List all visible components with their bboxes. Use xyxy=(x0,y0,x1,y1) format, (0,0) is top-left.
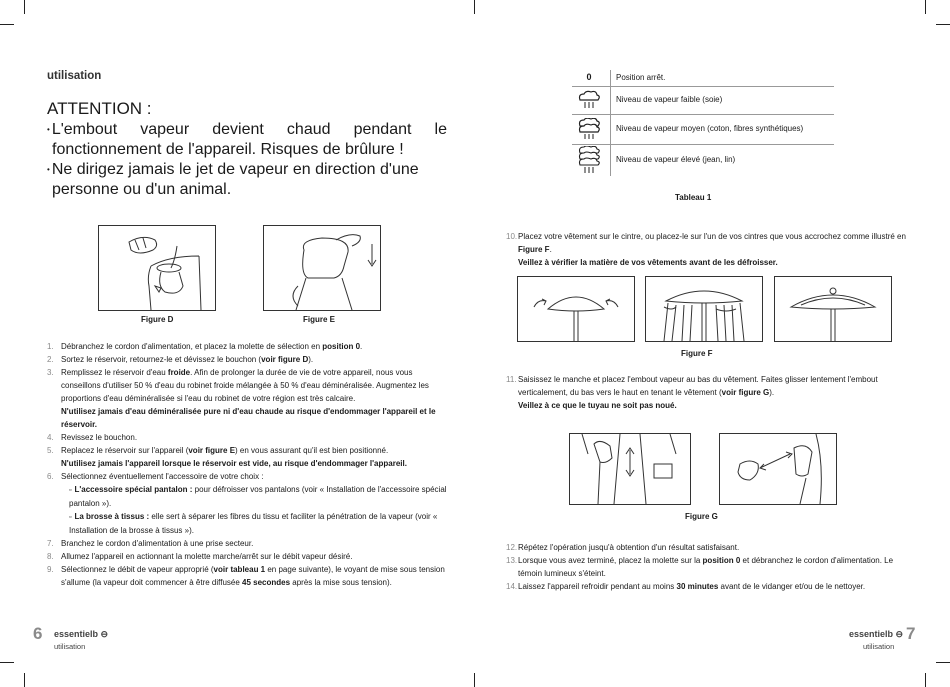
step-emphasis: 30 minutes xyxy=(676,582,719,591)
list-item xyxy=(47,444,447,470)
step-warning: Veillez à ce que le tuyau ne soit pas noué. xyxy=(518,401,677,410)
footer-section-right: utilisation xyxy=(863,642,895,651)
step-text: . Afin de prolonger la durée de vie de votre appareil, nous vous conseillons d'utiliser 50 % d'eau du robinet froide mélangée à 50 % d'eau déminéralisée. Augmentez les proportions d'eau déminéralisée si l'eau du robinet de votre région est très calcaire. xyxy=(61,368,429,403)
table-row xyxy=(572,114,834,145)
list-item xyxy=(47,563,447,589)
list-item xyxy=(47,550,447,563)
brand-mark-icon: ⊖ xyxy=(100,629,109,639)
instruction-list-left xyxy=(47,340,447,589)
table-cell: Niveau de vapeur faible (soie) xyxy=(616,95,723,104)
brand-mark-icon: ⊖ xyxy=(895,629,904,639)
instruction-list-right-a xyxy=(506,230,906,269)
step-text: Répétez l'opération jusqu'à obtention d'un résultat satisfaisant. xyxy=(518,543,740,552)
step-emphasis: 45 secondes xyxy=(242,578,291,587)
step-text: Replacez le réservoir sur l'appareil ( xyxy=(61,446,189,455)
step-number: 9. xyxy=(47,565,54,574)
step-text: Branchez le cordon d'alimentation à une prise secteur. xyxy=(61,539,254,548)
accessory-item xyxy=(61,483,447,510)
list-item xyxy=(506,230,906,269)
step-warning: N'utilisez jamais d'eau déminéralisée pure ni d'eau chaude au risque d'endommager l'appareil et le réservoir. xyxy=(61,407,436,429)
brand-logo-right xyxy=(849,629,903,640)
step-emphasis: voir figure E xyxy=(188,446,236,455)
list-item xyxy=(47,537,447,550)
attention-item xyxy=(47,160,447,180)
figure-g-hand xyxy=(719,433,837,505)
step-text: Placez votre vêtement sur le cintre, ou placez-le sur l'un de vos cintres que vous accrochez comme illustré en xyxy=(518,232,906,241)
list-item xyxy=(506,580,911,593)
step-number: 7. xyxy=(47,539,54,548)
step-text: Sélectionnez éventuellement l'accessoire de votre choix : xyxy=(61,472,264,481)
divider xyxy=(610,86,611,114)
step-text: Revissez le bouchon. xyxy=(61,433,138,442)
step-number: 8. xyxy=(47,552,54,561)
step-number: 13. xyxy=(506,556,518,565)
step-text: Laissez l'appareil refroidir pendant au moins xyxy=(518,582,677,591)
bullet-icon: • xyxy=(47,125,50,134)
step-text: ) en vous assurant qu'il est bien positionné. xyxy=(235,446,389,455)
table-row xyxy=(572,144,834,176)
step-text: . xyxy=(360,342,363,351)
accessory-name: La brosse à tissus : xyxy=(74,512,150,521)
attention-text: L'embout vapeur devient chaud pendant le xyxy=(51,121,447,139)
figure-g-caption: Figure G xyxy=(685,512,718,521)
divider xyxy=(610,114,611,144)
square-bullet-icon: ▫ xyxy=(69,487,72,494)
step-text: Lorsque vous avez terminé, placez la molette sur la xyxy=(518,556,703,565)
table-row xyxy=(572,70,834,87)
steam-high-icon xyxy=(572,146,606,176)
step-number: 1. xyxy=(47,342,54,351)
figure-g-shirt xyxy=(569,433,691,505)
step-text: Sélectionnez le débit de vapeur approprié ( xyxy=(61,565,214,574)
step-warning: N'utilisez jamais l'appareil lorsque le réservoir est vide, au risque d'endommager l'appareil. xyxy=(61,459,407,468)
step-text: après la mise sous tension). xyxy=(290,578,392,587)
table-row xyxy=(572,86,834,115)
figure-f-caption: Figure F xyxy=(681,349,713,358)
accessory-item xyxy=(61,510,447,537)
attention-item xyxy=(47,120,447,140)
table-caption: Tableau 1 xyxy=(675,193,712,202)
list-item xyxy=(47,470,447,537)
table-cell: Niveau de vapeur moyen (coton, fibres synthétiques) xyxy=(616,124,804,133)
step-text: Saisissez le manche et placez l'embout vapeur au bas du vêtement. Faites glisser lentement l'embout verticalement, du bas vers le haut en tenant le vêtement ( xyxy=(518,375,878,397)
brand-logo-left xyxy=(54,629,108,640)
page-number-left: 6 xyxy=(33,624,43,643)
list-item xyxy=(47,366,447,431)
accessory-text: pour défroisser vos pantalons (voir « Installation de l'accessoire spécial pantalon »). xyxy=(69,485,447,508)
step-number: 11. xyxy=(506,375,517,384)
step-emphasis: Figure F xyxy=(518,245,550,254)
step-number: 12. xyxy=(506,543,518,552)
step-warning: Veillez à vérifier la matière de vos vêtements avant de les défroisser. xyxy=(518,258,778,267)
list-item xyxy=(47,431,447,444)
step-number: 2. xyxy=(47,355,54,364)
brand-text: essentielb xyxy=(54,629,99,639)
figure-e-illustration xyxy=(263,225,381,311)
step-number: 6. xyxy=(47,472,54,481)
steaming-hand-drawing xyxy=(720,434,836,504)
step-text: ). xyxy=(769,388,775,397)
accessory-text: elle sert à séparer les fibres du tissu et faciliter la pénétration de la vapeur (voir « Installation de la brosse à tissus »). xyxy=(69,512,438,535)
step-emphasis: voir tableau 1 xyxy=(213,565,266,574)
list-item xyxy=(506,554,911,580)
step-emphasis: position 0 xyxy=(702,556,741,565)
square-bullet-icon: ▫ xyxy=(69,514,72,521)
instruction-list-right-c xyxy=(506,541,911,593)
step-text: . xyxy=(549,245,552,254)
step-number: 3. xyxy=(47,368,54,377)
step-text: Remplissez le réservoir d'eau xyxy=(61,368,168,377)
list-item xyxy=(47,340,447,353)
steaming-shirt-drawing xyxy=(570,434,690,504)
table-cell: Position arrêt. xyxy=(616,73,666,82)
list-item xyxy=(47,353,447,366)
step-number: 10. xyxy=(506,232,518,241)
list-item xyxy=(506,373,906,412)
instruction-list-right-b xyxy=(506,373,906,412)
step-text: avant de le vidanger et/ou de le nettoyer. xyxy=(718,582,866,591)
attention-item-cont: personne ou d'un animal. xyxy=(52,181,232,199)
step-text: et débranchez le cordon d'alimentation. Le témoin lumineux s'éteint. xyxy=(518,556,894,578)
step-text: Débranchez le cordon d'alimentation, et placez la molette de sélection en xyxy=(61,342,323,351)
step-number: 4. xyxy=(47,433,54,442)
attention-title: ATTENTION : xyxy=(47,99,152,118)
figure-f-hanger-3 xyxy=(774,276,892,342)
figure-e-caption: Figure E xyxy=(303,315,336,324)
accessory-name: L'accessoire spécial pantalon : xyxy=(74,485,193,494)
section-title: utilisation xyxy=(47,70,102,82)
step-text: Sortez le réservoir, retournez-le et dévissez le bouchon ( xyxy=(61,355,262,364)
zero-label: 0 xyxy=(586,72,592,82)
step-number: 14. xyxy=(506,582,518,591)
step-text: ). xyxy=(308,355,314,364)
figure-d-illustration xyxy=(98,225,216,311)
step-emphasis: voir figure G xyxy=(721,388,770,397)
hanger-with-clothes-drawing xyxy=(646,277,762,341)
steamer-refill-drawing xyxy=(99,226,215,310)
table-cell: Niveau de vapeur élevé (jean, lin) xyxy=(616,155,736,164)
figure-d-caption: Figure D xyxy=(141,315,174,324)
hanger-drawing xyxy=(518,277,634,341)
step-emphasis: voir figure D xyxy=(261,355,309,364)
tank-placement-drawing xyxy=(264,226,380,310)
divider xyxy=(610,144,611,176)
bullet-icon: • xyxy=(47,165,50,175)
step-emphasis: position 0 xyxy=(322,342,361,351)
list-item xyxy=(506,541,911,554)
figure-f-hanger-1 xyxy=(517,276,635,342)
hanger-folded-drawing xyxy=(775,277,891,341)
step-emphasis: froide xyxy=(167,368,191,377)
attention-text: Ne dirigez jamais le jet de vapeur en direction d'une xyxy=(51,161,419,179)
page-number-right: 7 xyxy=(906,624,916,643)
brand-text: essentielb xyxy=(849,629,894,639)
figure-f-hanger-2 xyxy=(645,276,763,342)
steam-low-icon xyxy=(572,90,606,112)
divider xyxy=(610,70,611,86)
steam-medium-icon xyxy=(572,118,606,142)
step-text: en page suivante), le voyant de mise sous tension s'allume (la vapeur doit commencer à être diffusée xyxy=(61,565,445,587)
attention-block xyxy=(47,99,452,200)
attention-item-cont: fonctionnement de l'appareil. Risques de brûlure ! xyxy=(52,141,404,159)
step-text: Allumez l'appareil en actionnant la molette marche/arrêt sur le débit vapeur désiré. xyxy=(61,552,353,561)
step-number: 5. xyxy=(47,446,54,455)
footer-section-left: utilisation xyxy=(54,642,86,651)
